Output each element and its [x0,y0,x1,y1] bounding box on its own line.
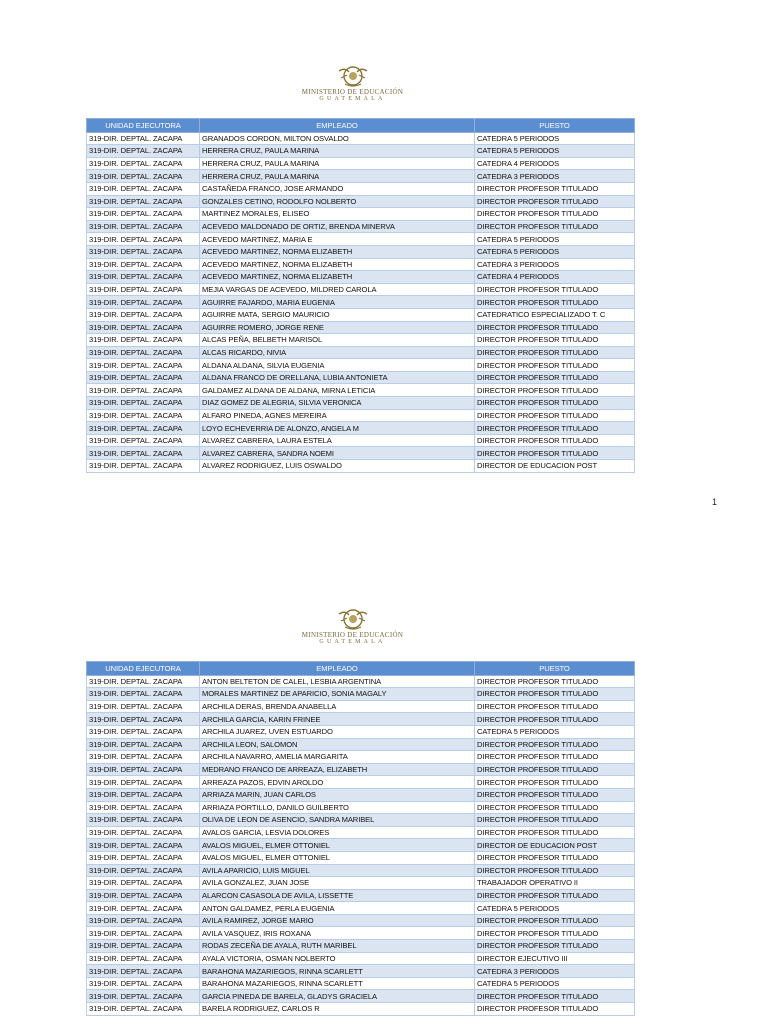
cell-empleado: ANTON BELTETON DE CALEL, LESBIA ARGENTINA [200,675,475,688]
table-row [87,296,635,309]
header-empleado: EMPLEADO [200,119,475,133]
table-row [87,877,635,890]
cell-unidad: 319-DIR. DEPTAL. ZACAPA [87,940,200,953]
cell-empleado: ALARCON CASASOLA DE AVILA, LISSETTE [200,889,475,902]
cell-unidad: 319-DIR. DEPTAL. ZACAPA [87,902,200,915]
cell-empleado: AVALOS GARCIA, LESVIA DOLORES [200,826,475,839]
header-puesto: PUESTO [475,119,635,133]
table-row [87,397,635,410]
cell-unidad: 319-DIR. DEPTAL. ZACAPA [87,434,200,447]
table-row [87,952,635,965]
cell-unidad: 319-DIR. DEPTAL. ZACAPA [87,914,200,927]
cell-unidad: 319-DIR. DEPTAL. ZACAPA [87,321,200,334]
cell-puesto: DIRECTOR PROFESOR TITULADO [475,397,635,410]
cell-empleado: GALDAMEZ ALDANA DE ALDANA, MIRNA LETICIA [200,384,475,397]
cell-unidad: 319-DIR. DEPTAL. ZACAPA [87,195,200,208]
cell-puesto: CATEDRA 3 PERIODOS [475,170,635,183]
cell-puesto: CATEDRA 5 PERIODOS [475,245,635,258]
cell-empleado: ARCHILA NAVARRO, AMELIA MARGARITA [200,751,475,764]
cell-empleado: ANTON GALDAMEZ, PERLA EUGENIA [200,902,475,915]
cell-puesto: DIRECTOR PROFESOR TITULADO [475,688,635,701]
cell-puesto: DIRECTOR PROFESOR TITULADO [475,776,635,789]
cell-empleado: ARREAZA PAZOS, EDVIN AROLDO [200,776,475,789]
cell-puesto: DIRECTOR PROFESOR TITULADO [475,422,635,435]
cell-unidad: 319-DIR. DEPTAL. ZACAPA [87,409,200,422]
cell-puesto: DIRECTOR PROFESOR TITULADO [475,296,635,309]
cell-empleado: BARAHONA MAZARIEGOS, RINNA SCARLETT [200,977,475,990]
cell-empleado: BARELA RODRIGUEZ, CARLOS R [200,1003,475,1016]
cell-unidad: 319-DIR. DEPTAL. ZACAPA [87,814,200,827]
cell-unidad: 319-DIR. DEPTAL. ZACAPA [87,952,200,965]
cell-puesto: CATEDRA 3 PERIODOS [475,965,635,978]
cell-unidad: 319-DIR. DEPTAL. ZACAPA [87,776,200,789]
cell-empleado: OLIVA DE LEON DE ASENCIO, SANDRA MARIBEL [200,814,475,827]
cell-puesto: DIRECTOR PROFESOR TITULADO [475,990,635,1003]
cell-unidad: 319-DIR. DEPTAL. ZACAPA [87,220,200,233]
page-number: 1 [712,497,718,507]
table-row [87,940,635,953]
table-row [87,182,635,195]
cell-empleado: AVILA APARICIO, LUIS MIGUEL [200,864,475,877]
header-empleado: EMPLEADO [200,662,475,676]
cell-unidad: 319-DIR. DEPTAL. ZACAPA [87,788,200,801]
cell-unidad: 319-DIR. DEPTAL. ZACAPA [87,877,200,890]
cell-puesto: DIRECTOR PROFESOR TITULADO [475,788,635,801]
cell-puesto: DIRECTOR PROFESOR TITULADO [475,826,635,839]
table-row [87,422,635,435]
cell-puesto: CATEDRA 5 PERIODOS [475,725,635,738]
cell-unidad: 319-DIR. DEPTAL. ZACAPA [87,725,200,738]
cell-puesto: DIRECTOR PROFESOR TITULADO [475,864,635,877]
header-unidad: UNIDAD EJECUTORA [87,119,200,133]
table-row [87,688,635,701]
table-row [87,245,635,258]
cell-unidad: 319-DIR. DEPTAL. ZACAPA [87,460,200,473]
cell-empleado: AGUIRRE ROMERO, JORGE RENE [200,321,475,334]
cell-empleado: AVALOS MIGUEL, ELMER OTTONIEL [200,839,475,852]
cell-empleado: ACEVEDO MARTINEZ, MARIA E [200,233,475,246]
cell-unidad: 319-DIR. DEPTAL. ZACAPA [87,296,200,309]
cell-empleado: ACEVEDO MARTINEZ, NORMA ELIZABETH [200,258,475,271]
cell-puesto: DIRECTOR PROFESOR TITULADO [475,914,635,927]
cell-unidad: 319-DIR. DEPTAL. ZACAPA [87,965,200,978]
table-row [87,851,635,864]
cell-empleado: AVALOS MIGUEL, ELMER OTTONIEL [200,851,475,864]
cell-empleado: AVILA GONZALEZ, JUAN JOSE [200,877,475,890]
cell-puesto: DIRECTOR PROFESOR TITULADO [475,208,635,221]
ministry-logo [290,607,415,649]
table-row [87,434,635,447]
cell-empleado: GRANADOS CORDON, MILTON OSVALDO [200,132,475,145]
table-row [87,233,635,246]
table-header-row [87,662,635,676]
cell-unidad: 319-DIR. DEPTAL. ZACAPA [87,751,200,764]
cell-puesto: DIRECTOR PROFESOR TITULADO [475,940,635,953]
cell-empleado: MEDRANO FRANCO DE ARREAZA, ELIZABETH [200,763,475,776]
table-row [87,258,635,271]
cell-empleado: GONZALES CETINO, RODOLFO NOLBERTO [200,195,475,208]
cell-empleado: ALVAREZ CABRERA, LAURA ESTELA [200,434,475,447]
table-row [87,814,635,827]
table-row [87,460,635,473]
cell-puesto: DIRECTOR PROFESOR TITULADO [475,927,635,940]
logo-country-text: GUATEMALA [319,96,386,102]
table-row [87,965,635,978]
cell-unidad: 319-DIR. DEPTAL. ZACAPA [87,308,200,321]
cell-unidad: 319-DIR. DEPTAL. ZACAPA [87,233,200,246]
table-row [87,170,635,183]
table-row [87,839,635,852]
cell-empleado: ALVAREZ RODRIGUEZ, LUIS OSWALDO [200,460,475,473]
table-row [87,195,635,208]
employee-table [86,661,635,1016]
logo-ministry-text: MINISTERIO DE EDUCACIÓN [301,88,404,96]
coat-of-arms-icon [335,607,371,631]
cell-unidad: 319-DIR. DEPTAL. ZACAPA [87,384,200,397]
cell-puesto: CATEDRA 4 PERIODOS [475,271,635,284]
cell-puesto: DIRECTOR DE EDUCACION POST [475,839,635,852]
cell-unidad: 319-DIR. DEPTAL. ZACAPA [87,245,200,258]
cell-unidad: 319-DIR. DEPTAL. ZACAPA [87,258,200,271]
cell-puesto: DIRECTOR PROFESOR TITULADO [475,346,635,359]
table-row [87,409,635,422]
cell-empleado: ARRIAZA MARIN, JUAN CARLOS [200,788,475,801]
cell-puesto: DIRECTOR PROFESOR TITULADO [475,447,635,460]
cell-empleado: LOYO ECHEVERRIA DE ALONZO, ANGELA M [200,422,475,435]
cell-puesto: CATEDRA 5 PERIODOS [475,902,635,915]
cell-unidad: 319-DIR. DEPTAL. ZACAPA [87,157,200,170]
cell-unidad: 319-DIR. DEPTAL. ZACAPA [87,839,200,852]
table-row [87,157,635,170]
cell-unidad: 319-DIR. DEPTAL. ZACAPA [87,447,200,460]
cell-puesto: DIRECTOR PROFESOR TITULADO [475,283,635,296]
cell-puesto: CATEDRA 5 PERIODOS [475,233,635,246]
cell-puesto: DIRECTOR PROFESOR TITULADO [475,220,635,233]
logo-country-text: GUATEMALA [319,639,386,645]
cell-unidad: 319-DIR. DEPTAL. ZACAPA [87,1003,200,1016]
table-row [87,902,635,915]
cell-unidad: 319-DIR. DEPTAL. ZACAPA [87,170,200,183]
cell-empleado: MORALES MARTINEZ DE APARICIO, SONIA MAGALY [200,688,475,701]
cell-puesto: DIRECTOR PROFESOR TITULADO [475,371,635,384]
cell-puesto: CATEDRA 5 PERIODOS [475,132,635,145]
table-row [87,713,635,726]
logo-ministry-text: MINISTERIO DE EDUCACIÓN [301,631,404,639]
cell-puesto: DIRECTOR PROFESOR TITULADO [475,889,635,902]
cell-empleado: AVILA RAMIREZ, JORGE MARIO [200,914,475,927]
table-row [87,359,635,372]
cell-puesto: DIRECTOR PROFESOR TITULADO [475,700,635,713]
cell-empleado: ARCHILA GARCIA, KARIN FRINEE [200,713,475,726]
table-row [87,271,635,284]
cell-empleado: RODAS ZECEÑA DE AYALA, RUTH MARIBEL [200,940,475,953]
table-row [87,220,635,233]
cell-unidad: 319-DIR. DEPTAL. ZACAPA [87,422,200,435]
cell-empleado: ALFARO PINEDA, AGNES MEREIRA [200,409,475,422]
cell-puesto: DIRECTOR PROFESOR TITULADO [475,334,635,347]
cell-empleado: ALCAS PEÑA, BELBETH MARISOL [200,334,475,347]
cell-unidad: 319-DIR. DEPTAL. ZACAPA [87,132,200,145]
table-row [87,1003,635,1016]
table-row [87,889,635,902]
cell-empleado: MEJIA VARGAS DE ACEVEDO, MILDRED CAROLA [200,283,475,296]
table-row [87,826,635,839]
cell-unidad: 319-DIR. DEPTAL. ZACAPA [87,801,200,814]
cell-unidad: 319-DIR. DEPTAL. ZACAPA [87,990,200,1003]
cell-unidad: 319-DIR. DEPTAL. ZACAPA [87,763,200,776]
cell-unidad: 319-DIR. DEPTAL. ZACAPA [87,208,200,221]
cell-puesto: DIRECTOR PROFESOR TITULADO [475,738,635,751]
cell-empleado: ACEVEDO MARTINEZ, NORMA ELIZABETH [200,271,475,284]
cell-puesto: DIRECTOR PROFESOR TITULADO [475,1003,635,1016]
table-row [87,308,635,321]
cell-empleado: AYALA VICTORIA, OSMAN NOLBERTO [200,952,475,965]
cell-puesto: DIRECTOR PROFESOR TITULADO [475,195,635,208]
cell-unidad: 319-DIR. DEPTAL. ZACAPA [87,271,200,284]
table-row [87,914,635,927]
cell-unidad: 319-DIR. DEPTAL. ZACAPA [87,397,200,410]
cell-unidad: 319-DIR. DEPTAL. ZACAPA [87,346,200,359]
table-row [87,776,635,789]
header-puesto: PUESTO [475,662,635,676]
cell-puesto: DIRECTOR PROFESOR TITULADO [475,434,635,447]
cell-puesto: DIRECTOR PROFESOR TITULADO [475,359,635,372]
cell-puesto: DIRECTOR PROFESOR TITULADO [475,801,635,814]
cell-empleado: CASTAÑEDA FRANCO, JOSE ARMANDO [200,182,475,195]
cell-empleado: ALDANA ALDANA, SILVIA EUGENIA [200,359,475,372]
cell-unidad: 319-DIR. DEPTAL. ZACAPA [87,927,200,940]
cell-empleado: ACEVEDO MARTINEZ, NORMA ELIZABETH [200,245,475,258]
table-row [87,334,635,347]
table-row [87,346,635,359]
table-header-row [87,119,635,133]
table-row [87,145,635,158]
cell-empleado: GARCIA PINEDA DE BARELA, GLADYS GRACIELA [200,990,475,1003]
cell-puesto: CATEDRA 5 PERIODOS [475,145,635,158]
table-row [87,447,635,460]
table-row [87,675,635,688]
cell-unidad: 319-DIR. DEPTAL. ZACAPA [87,675,200,688]
table-row [87,132,635,145]
cell-puesto: DIRECTOR DE EDUCACION POST [475,460,635,473]
table-row [87,321,635,334]
coat-of-arms-icon [335,64,371,88]
cell-puesto: DIRECTOR EJECUTIVO III [475,952,635,965]
cell-empleado: AGUIRRE MATA, SERGIO MAURICIO [200,308,475,321]
cell-empleado: BARAHONA MAZARIEGOS, RINNA SCARLETT [200,965,475,978]
table-row [87,208,635,221]
table-row [87,763,635,776]
cell-empleado: DIAZ GOMEZ DE ALEGRIA, SILVIA VERONICA [200,397,475,410]
cell-unidad: 319-DIR. DEPTAL. ZACAPA [87,826,200,839]
cell-empleado: HERRERA CRUZ, PAULA MARINA [200,170,475,183]
cell-unidad: 319-DIR. DEPTAL. ZACAPA [87,688,200,701]
cell-unidad: 319-DIR. DEPTAL. ZACAPA [87,889,200,902]
cell-unidad: 319-DIR. DEPTAL. ZACAPA [87,700,200,713]
cell-unidad: 319-DIR. DEPTAL. ZACAPA [87,371,200,384]
cell-empleado: AVILA VASQUEZ, IRIS ROXANA [200,927,475,940]
table-row [87,751,635,764]
cell-empleado: ACEVEDO MALDONADO DE ORTIZ, BRENDA MINERVA [200,220,475,233]
cell-puesto: DIRECTOR PROFESOR TITULADO [475,713,635,726]
employee-table [86,118,635,473]
cell-puesto: DIRECTOR PROFESOR TITULADO [475,182,635,195]
cell-empleado: ARCHILA DERAS, BRENDA ANABELLA [200,700,475,713]
table-row [87,283,635,296]
table-row [87,864,635,877]
header-unidad: UNIDAD EJECUTORA [87,662,200,676]
cell-unidad: 319-DIR. DEPTAL. ZACAPA [87,359,200,372]
cell-unidad: 319-DIR. DEPTAL. ZACAPA [87,182,200,195]
table-row [87,738,635,751]
cell-unidad: 319-DIR. DEPTAL. ZACAPA [87,738,200,751]
ministry-logo [290,64,415,106]
cell-empleado: MARTINEZ MORALES, ELISEO [200,208,475,221]
cell-empleado: HERRERA CRUZ, PAULA MARINA [200,157,475,170]
cell-empleado: ARRIAZA PORTILLO, DANILO GUILBERTO [200,801,475,814]
cell-puesto: DIRECTOR PROFESOR TITULADO [475,384,635,397]
cell-puesto: DIRECTOR PROFESOR TITULADO [475,675,635,688]
cell-empleado: HERRERA CRUZ, PAULA MARINA [200,145,475,158]
cell-puesto: DIRECTOR PROFESOR TITULADO [475,763,635,776]
table-row [87,801,635,814]
cell-unidad: 319-DIR. DEPTAL. ZACAPA [87,145,200,158]
cell-puesto: CATEDRATICO ESPECIALIZADO T. C [475,308,635,321]
table-row [87,700,635,713]
table-row [87,725,635,738]
cell-empleado: ALVAREZ CABRERA, SANDRA NOEMI [200,447,475,460]
cell-puesto: DIRECTOR PROFESOR TITULADO [475,321,635,334]
table-body [87,132,635,472]
cell-puesto: CATEDRA 3 PERIODOS [475,258,635,271]
cell-puesto: CATEDRA 4 PERIODOS [475,157,635,170]
table-body [87,675,635,1015]
cell-puesto: DIRECTOR PROFESOR TITULADO [475,751,635,764]
cell-empleado: AGUIRRE FAJARDO, MARIA EUGENIA [200,296,475,309]
cell-puesto: DIRECTOR PROFESOR TITULADO [475,814,635,827]
cell-unidad: 319-DIR. DEPTAL. ZACAPA [87,977,200,990]
cell-empleado: ARCHILA LEON, SALOMON [200,738,475,751]
cell-empleado: ALDANA FRANCO DE ORELLANA, LUBIA ANTONIETA [200,371,475,384]
cell-puesto: CATEDRA 5 PERIODOS [475,977,635,990]
table-row [87,384,635,397]
table-row [87,788,635,801]
cell-puesto: DIRECTOR PROFESOR TITULADO [475,409,635,422]
cell-unidad: 319-DIR. DEPTAL. ZACAPA [87,334,200,347]
cell-unidad: 319-DIR. DEPTAL. ZACAPA [87,864,200,877]
cell-puesto: DIRECTOR PROFESOR TITULADO [475,851,635,864]
table-row [87,990,635,1003]
table-row [87,371,635,384]
table-row [87,927,635,940]
cell-puesto: TRABAJADOR OPERATIVO II [475,877,635,890]
cell-unidad: 319-DIR. DEPTAL. ZACAPA [87,851,200,864]
cell-unidad: 319-DIR. DEPTAL. ZACAPA [87,713,200,726]
table-row [87,977,635,990]
cell-empleado: ALCAS RICARDO, NIVIA [200,346,475,359]
cell-empleado: ARCHILA JUAREZ, UVEN ESTUARDO [200,725,475,738]
cell-unidad: 319-DIR. DEPTAL. ZACAPA [87,283,200,296]
